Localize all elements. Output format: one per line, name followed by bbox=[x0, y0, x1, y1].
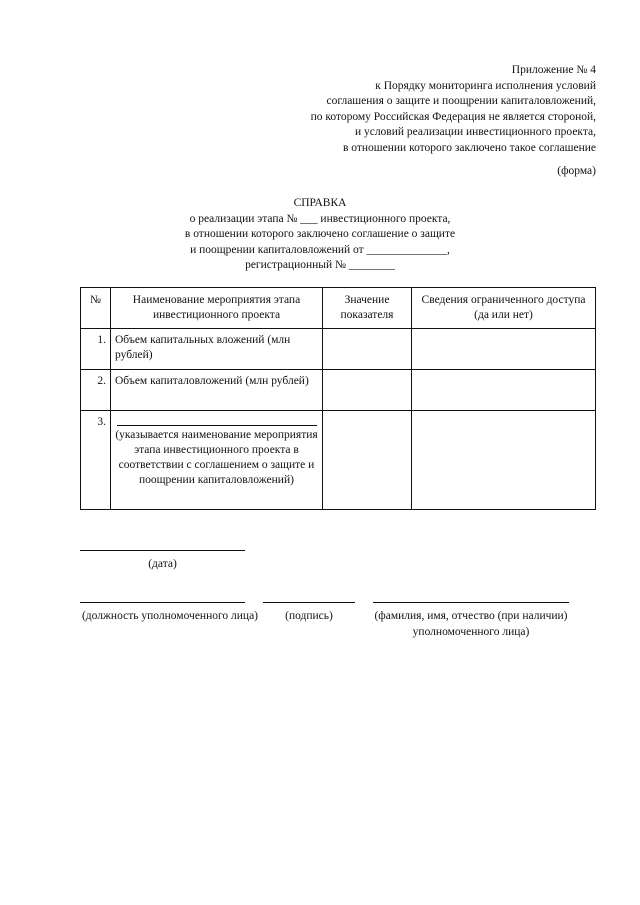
fullname-label: (фамилия, имя, отчество (при наличии) уполномоченного лица) bbox=[374, 610, 568, 638]
title-heading: СПРАВКА bbox=[293, 197, 347, 209]
appendix-line: в отношении которого заключено такое соглашение bbox=[342, 141, 596, 154]
row-num: 2. bbox=[81, 370, 111, 411]
appendix-header bbox=[311, 63, 596, 156]
table-header-row bbox=[81, 288, 596, 329]
header-name: Наименование мероприятия этапа инвестиционного проекта bbox=[111, 288, 323, 329]
table-row bbox=[81, 329, 596, 370]
signature-label: (подпись) bbox=[285, 610, 333, 622]
header-info: Сведения ограниченного доступа (да или нет) bbox=[412, 288, 596, 329]
row-num: 1. bbox=[81, 329, 111, 370]
signature-line bbox=[263, 602, 355, 603]
row-value-cell bbox=[323, 411, 412, 510]
row-value-cell bbox=[323, 370, 412, 411]
row-num: 3. bbox=[81, 411, 111, 510]
appendix-line: соглашения о защите и поощрении капиталовложений, bbox=[326, 95, 596, 107]
header-num: № bbox=[81, 288, 111, 329]
date-label: (дата) bbox=[148, 558, 177, 570]
row-name: Объем капитальных вложений (млн рублей) bbox=[111, 329, 323, 370]
document-title bbox=[0, 196, 640, 274]
row-info-cell bbox=[412, 370, 596, 411]
appendix-line: к Порядку мониторинга исполнения условий bbox=[375, 79, 596, 92]
row-name-cell bbox=[111, 411, 323, 510]
title-line: и поощрении капиталовложений от ______________, bbox=[190, 243, 450, 256]
row-value-cell bbox=[323, 329, 412, 370]
title-line: в отношении которого заключено соглашение о защите bbox=[184, 228, 456, 240]
row-name: Объем капиталовложений (млн рублей) bbox=[111, 370, 323, 411]
date-line bbox=[80, 550, 245, 551]
row-info-cell bbox=[412, 329, 596, 370]
report-table bbox=[80, 287, 596, 510]
fullname-line bbox=[373, 602, 569, 603]
appendix-line: Приложение № 4 bbox=[511, 64, 596, 76]
row-info-cell bbox=[412, 411, 596, 510]
position-line bbox=[80, 602, 245, 603]
header-value: Значение показателя bbox=[323, 288, 412, 329]
table-row bbox=[81, 411, 596, 510]
appendix-line: и условий реализации инвестиционного проекта, bbox=[354, 126, 596, 138]
title-line: регистрационный № ________ bbox=[245, 259, 395, 271]
position-label: (должность уполномоченного лица) bbox=[81, 610, 259, 622]
row-name: (указывается наименование мероприятия этапа инвестиционного проекта в соответствии с соглашением о защите и поощрении капиталовложений) bbox=[115, 429, 318, 486]
appendix-line: по которому Российская Федерация не является стороной, bbox=[310, 110, 596, 123]
fill-in-line bbox=[117, 415, 317, 426]
title-line: о реализации этапа № ___ инвестиционного проекта, bbox=[189, 212, 451, 225]
form-label: (форма) bbox=[557, 165, 596, 177]
table-row bbox=[81, 370, 596, 411]
